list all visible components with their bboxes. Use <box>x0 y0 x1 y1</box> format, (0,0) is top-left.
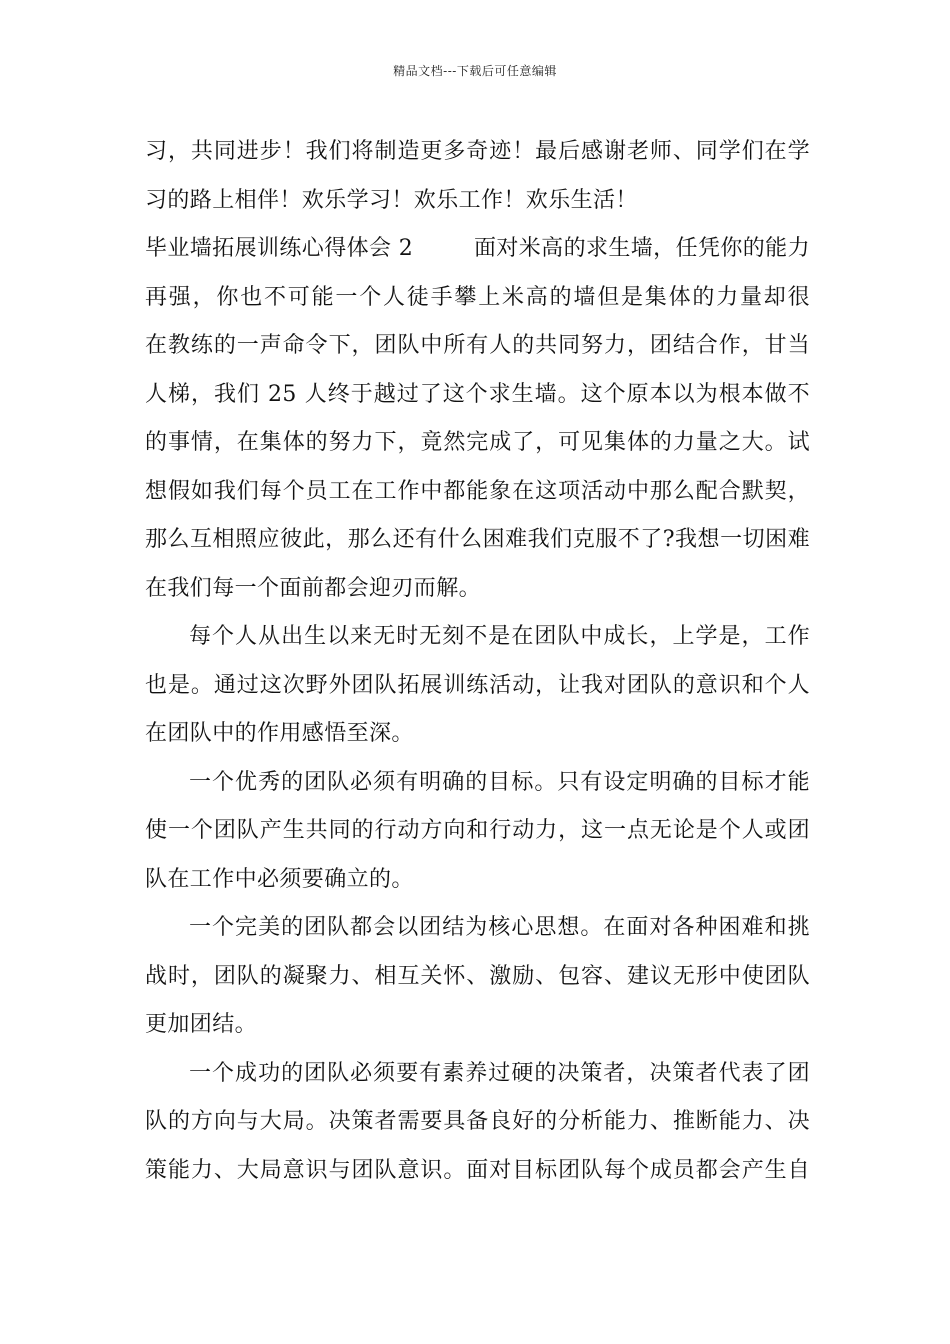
section-title: 毕业墙拓展训练心得体会 2 <box>145 236 414 261</box>
text-line: 使一个团队产生共同的行动方向和行动力，这一点无论是个人或团 <box>145 818 810 843</box>
text-line: 在教练的一声命令下，团队中所有人的共同努力，团结合作，甘当 <box>145 333 810 358</box>
paragraph <box>145 904 810 1050</box>
text-line: 的事情，在集体的努力下，竟然完成了，可见集体的力量之大。试 <box>145 430 810 455</box>
document-body <box>145 128 810 1195</box>
text-line: 也是。通过这次野外团队拓展训练活动，让我对团队的意识和个人 <box>145 672 810 698</box>
page-header: 精品文档---下载后可任意编辑 <box>393 64 557 78</box>
text-line: 策能力、大局意识与团队意识。面对目标团队每个成员都会产生自 <box>145 1157 810 1183</box>
text-line: 更加团结。 <box>145 1012 258 1037</box>
text-line: 在我们每一个面前都会迎刃而解。 <box>145 575 482 601</box>
text-line: 队在工作中必须要确立的。 <box>145 866 414 892</box>
text-line: 想假如我们每个员工在工作中都能象在这项活动中那么配合默契， <box>145 478 810 504</box>
text-line: 每个人从出生以来无时无刻不是在团队中成长，上学是，工作 <box>189 624 810 649</box>
paragraph <box>145 613 810 759</box>
text-line: 习的路上相伴！欢乐学习！欢乐工作！欢乐生活！ <box>145 187 638 213</box>
text-line: 再强，你也不可能一个人徒手攀上米高的墙但是集体的力量却很 <box>145 284 810 310</box>
paragraph <box>145 759 810 905</box>
paragraph <box>145 128 810 225</box>
text-line: 队的方向与大局。决策者需要具备良好的分析能力、推断能力、决 <box>145 1109 810 1134</box>
paragraph <box>145 225 810 613</box>
text-line: 人梯，我们 25 人终于越过了这个求生墙。这个原本以为根本做不 <box>145 381 810 407</box>
text-line-lead: 面对米高的求生墙，任凭你的能力 <box>473 236 810 261</box>
text-line: 一个成功的团队必须要有素养过硬的决策者，决策者代表了团 <box>189 1060 810 1086</box>
text-line: 一个完美的团队都会以团结为核心思想。在面对各种困难和挑 <box>189 915 810 940</box>
text-line: 战时，团队的凝聚力、相互关怀、激励、包容、建议无形中使团队 <box>145 963 810 989</box>
text-line: 一个优秀的团队必须有明确的目标。只有设定明确的目标才能 <box>189 769 810 795</box>
text-line: 在团队中的作用感悟至深。 <box>145 721 414 746</box>
text-line: 习，共同进步！我们将制造更多奇迹！最后感谢老师、同学们在学 <box>145 139 810 164</box>
paragraph <box>145 1050 810 1196</box>
section-title-line <box>145 225 810 274</box>
text-line: 那么互相照应彼此，那么还有什么困难我们克服不了?我想一切困难 <box>145 527 810 552</box>
